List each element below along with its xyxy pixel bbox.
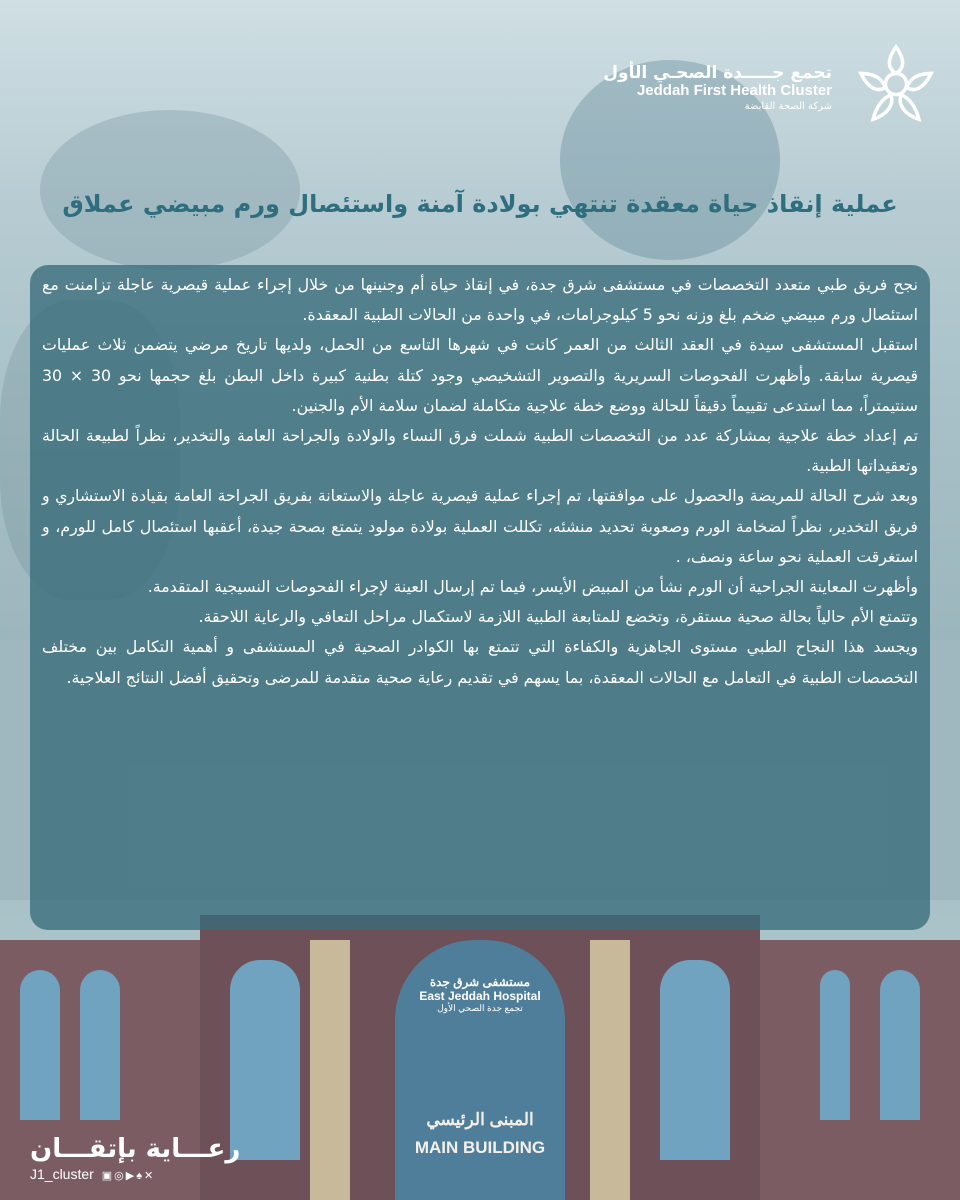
hospital-sign-arabic: مستشفى شرق جدة <box>429 975 531 989</box>
paragraph: تم إعداد خطة علاجية بمشاركة عدد من التخصصات الطبية شملت فرق النساء والولادة والجراحة العامة والتخدير، نظراً لطبيعة الحالة وتعقيداتها الطبية. <box>42 426 918 476</box>
paragraph: وتتمتع الأم حالياً بحالة صحية مستقرة، وتخضع للمتابعة الطبية اللازمة لاستكمال مراحل التعافي والرعاية اللاحقة. <box>198 607 918 627</box>
brand-arabic-name: تجمع جـــــدة الصحـي الأول <box>603 63 832 83</box>
instagram-icon[interactable]: ◎ <box>114 1170 126 1182</box>
paragraph: وأظهرت المعاينة الجراحية أن الورم نشأ من المبيض الأيسر، فيما تم إرسال العينة لإجراء الفحوصات النسيجية المتقدمة. <box>147 577 918 597</box>
social-icons <box>102 1169 156 1182</box>
footer <box>30 1134 240 1182</box>
main-building-english: MAIN BUILDING <box>414 1138 546 1157</box>
social-handle-row <box>30 1166 240 1182</box>
hospital-sign <box>395 975 565 1014</box>
header <box>380 40 940 130</box>
linkedin-icon[interactable]: ▣ <box>101 1170 115 1182</box>
main-building-arabic: المبنى الرئيسي <box>426 1110 534 1129</box>
paragraph: استقبل المستشفى سيدة في العقد الثالث من العمر كانت في شهرها التاسع من الحمل، ولديها تاريخ مرضي يتضمن ثلاث عمليات قيصرية سابقة. وأظهرت الفحوصات السريرية والتصوير التشخيصي وجود كتلة بطنية كبيرة داخل البطن بلغ حجمها نحو 30 × 30 سنتيمتراً، مما استدعى تقييماً دقيقاً للحالة ووضع خطة علاجية متكاملة لضمان سلامة الأم والجنين. <box>42 335 918 415</box>
brand-english-name: Jeddah First Health Cluster <box>636 82 832 99</box>
social-handle: J1_cluster <box>30 1166 94 1182</box>
paragraph: ويجسد هذا النجاح الطبي مستوى الجاهزية والكفاءة التي تتمتع بها الكوادر الصحية في المستشفى و أهمية التكامل بين مختلف التخصصات الطبية في التعامل مع الحالات المعقدة، بما يسهم في تقديم رعاية صحية متقدمة للمرضى وتحقيق أفضل النتائج العلاجية. <box>42 637 918 687</box>
brand-text <box>603 64 832 114</box>
hospital-sign-sub: تجمع جدة الصحي الأول <box>437 1003 523 1013</box>
snapchat-icon[interactable]: ♠ <box>136 1170 145 1182</box>
article-body <box>42 270 918 693</box>
article-title: عملية إنقاذ حياة معقدة تنتهي بولادة آمنة واستئصال ورم مبيضي عملاق <box>62 190 898 218</box>
cluster-logo-icon <box>852 40 940 128</box>
main-building-sign <box>390 1110 570 1158</box>
paragraph: وبعد شرح الحالة للمريضة والحصول على موافقتها، تم إجراء عملية قيصرية عاجلة والاستعانة بفريق الجراحة العامة بقيادة الاستشاري و فريق التخدير، نظراً لضخامة الورم وصعوبة تحديد منشئه، تكللت العملية بولادة مولود يتمتع بصحة جيدة، أعقبها استئصال كامل للورم، و استغرقت العملية نحو ساعة ونصف، . <box>42 486 918 566</box>
hospital-sign-english: East Jeddah Hospital <box>419 989 541 1003</box>
brand-subtitle: شركة الصحة القابضة <box>744 101 832 112</box>
x-icon[interactable]: ✕ <box>144 1170 156 1182</box>
youtube-icon[interactable]: ▶ <box>125 1170 137 1182</box>
paragraph: نجح فريق طبي متعدد التخصصات في مستشفى شرق جدة، في إنقاذ حياة أم وجنينها من خلال إجراء عملية قيصرية عاجلة تزامنت مع استئصال ورم مبيضي ضخم بلغ وزنه نحو 5 كيلوجرامات، في واحدة من الحالات الطبية المعقدة. <box>42 275 918 325</box>
slogan: رعـــاية بإتقـــان <box>30 1134 241 1164</box>
